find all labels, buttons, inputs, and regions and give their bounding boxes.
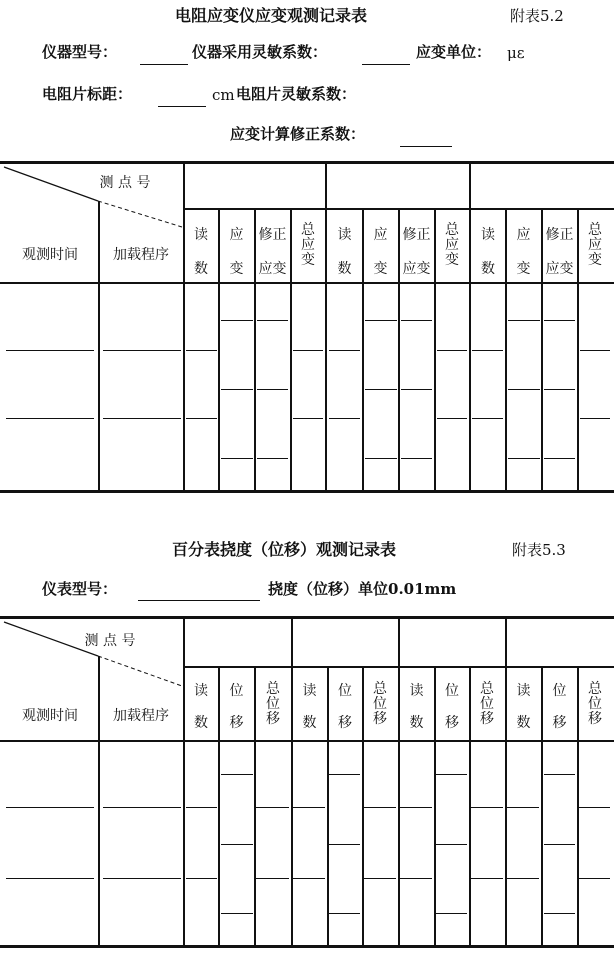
corrected-strain-header: 修正 [545,227,574,243]
form2-appendix-label: 附表5.3 [512,541,566,559]
meter-model-label: 仪表型号： [42,580,118,598]
gauge-sensitivity-label: 电阻片灵敏系数： [236,85,357,103]
reading-header: 数 [194,261,208,277]
displacement-header: 位 [552,683,567,699]
sensitivity-label: 仪器采用灵敏系数： [192,43,328,61]
strain-header: 应 [516,227,531,243]
displacement-header: 位 [229,683,244,699]
gauge-length-unit: cm [212,86,235,104]
reading-header: 读 [409,683,424,699]
instrument-model-label: 仪器型号： [42,43,118,61]
corrected-strain-header: 应变 [545,261,574,277]
reading-header: 读 [302,683,317,699]
form1-title: 电阻应变仪应变观测记录表 [175,6,368,25]
reading-header: 读 [481,227,495,243]
reading-header: 数 [337,261,352,277]
total-displacement-header: 总位移 [588,681,602,727]
gauge-length-label: 电阻片标距： [42,85,133,103]
measure-point-header: 测 点 号 [84,633,136,649]
displacement-header: 移 [445,715,459,731]
corrected-strain-header: 应变 [402,261,431,277]
time-header: 观测时间 [22,247,78,263]
reading-header: 读 [194,227,208,243]
strain-unit-value: με [507,44,525,62]
deflection-record-table [0,616,614,950]
deflection-unit-label: 挠度（位移）单位0.01mm [268,580,457,598]
total-strain-header: 总应变 [445,222,459,268]
reading-header: 读 [337,227,352,243]
strain-record-table [0,161,614,496]
strain-header: 应 [373,227,388,243]
strain-unit-label: 应变单位： [416,43,492,61]
reading-header: 读 [516,683,531,699]
meter-model-field[interactable] [138,600,260,601]
total-displacement-header: 总位移 [480,681,494,727]
corrected-strain-header: 修正 [258,227,287,243]
loading-header: 加载程序 [113,708,169,724]
reading-header: 读 [194,683,208,699]
gauge-length-field[interactable] [158,106,206,107]
correction-label: 应变计算修正系数： [230,125,366,143]
total-strain-header: 总应变 [588,222,602,268]
displacement-header: 移 [229,715,244,731]
displacement-header: 移 [552,715,567,731]
reading-header: 数 [302,715,317,731]
total-strain-header: 总应变 [301,222,315,268]
corrected-strain-header: 修正 [402,227,431,243]
strain-header: 变 [516,261,531,277]
strain-header: 变 [229,261,244,277]
sensitivity-field[interactable] [362,64,410,65]
reading-header: 数 [409,715,424,731]
displacement-header: 位 [338,683,352,699]
total-displacement-header: 总位移 [373,681,387,727]
reading-header: 数 [481,261,495,277]
loading-header: 加载程序 [113,247,169,263]
reading-header: 数 [194,715,208,731]
strain-header: 变 [373,261,388,277]
strain-header: 应 [229,227,244,243]
time-header: 观测时间 [22,708,78,724]
total-displacement-header: 总位移 [266,681,280,727]
displacement-header: 位 [445,683,459,699]
corrected-strain-header: 应变 [258,261,287,277]
displacement-header: 移 [338,715,352,731]
form1-appendix-label: 附表5.2 [510,7,564,25]
form2-title: 百分表挠度（位移）观测记录表 [172,540,397,559]
measure-point-header: 测 点 号 [99,175,151,191]
reading-header: 数 [516,715,531,731]
instrument-model-field[interactable] [140,64,188,65]
correction-field[interactable] [400,146,452,147]
